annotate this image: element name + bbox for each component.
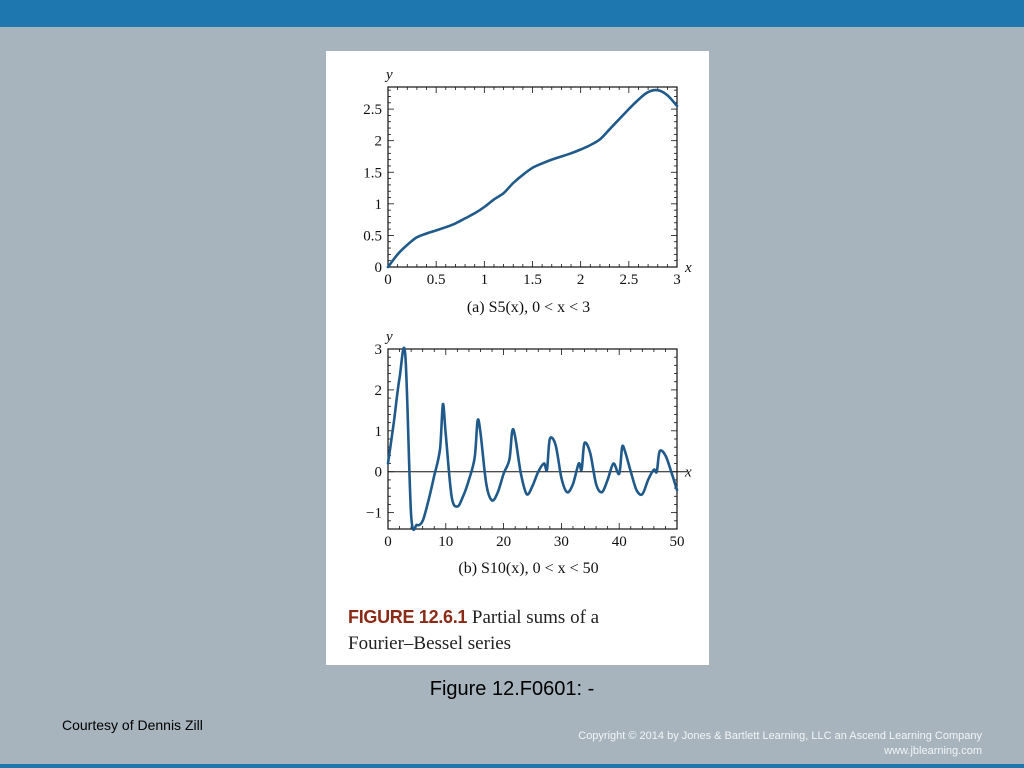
x-tick-label: 0 bbox=[384, 272, 392, 288]
y-tick-label: 1.5 bbox=[363, 165, 382, 182]
copyright-notice bbox=[578, 729, 982, 759]
courtesy-credit: Courtesy of Dennis Zill bbox=[62, 717, 203, 733]
figure-charts bbox=[326, 51, 709, 596]
y-tick-label: 0.5 bbox=[363, 228, 382, 245]
y-tick-label: 0 bbox=[374, 260, 382, 276]
x-tick-label: 30 bbox=[553, 534, 569, 550]
x-tick-label: 1 bbox=[480, 272, 489, 288]
figure-caption-text: Partial sums of a bbox=[471, 607, 600, 628]
y-tick-label: 1 bbox=[374, 423, 382, 440]
y-tick-label: −1 bbox=[366, 505, 382, 522]
x-tick-label: 20 bbox=[496, 534, 512, 550]
x-axis-label: x bbox=[685, 464, 692, 481]
y-tick-label: 3 bbox=[374, 342, 382, 358]
series-line bbox=[388, 90, 677, 267]
x-tick-label: 2 bbox=[576, 272, 585, 288]
copyright-line: Copyright © 2014 by Jones & Bartlett Learning, LLC an Ascend Learning Company bbox=[578, 730, 982, 742]
plot-frame bbox=[388, 87, 677, 267]
chart-panel-a bbox=[363, 67, 692, 316]
x-tick-label: 40 bbox=[611, 534, 627, 550]
x-tick-label: 10 bbox=[438, 534, 454, 550]
figure-caption-line2: Fourier–Bessel series bbox=[348, 633, 512, 654]
x-axis-label: x bbox=[685, 260, 692, 276]
slide-caption: Figure 12.F0601: - bbox=[429, 678, 595, 700]
series-line bbox=[388, 348, 677, 530]
y-tick-label: 2.5 bbox=[363, 102, 382, 119]
x-tick-label: 1.5 bbox=[523, 272, 542, 288]
y-axis-label: y bbox=[386, 67, 393, 83]
x-tick-label: 50 bbox=[669, 534, 685, 550]
x-tick-label: 2.5 bbox=[619, 272, 639, 288]
figure-caption bbox=[348, 604, 698, 657]
figure-panel bbox=[326, 51, 709, 665]
figure-label: FIGURE 12.6.1 bbox=[348, 607, 468, 627]
top-bar bbox=[0, 0, 1024, 27]
x-tick-label: 0.5 bbox=[426, 272, 446, 288]
chart-panel-b bbox=[366, 329, 692, 577]
y-tick-label: 0 bbox=[374, 464, 382, 481]
y-tick-label: 1 bbox=[374, 196, 382, 213]
plot-frame bbox=[388, 349, 677, 529]
x-tick-label: 3 bbox=[673, 272, 681, 288]
y-tick-label: 2 bbox=[374, 382, 382, 399]
bottom-bar bbox=[0, 764, 1024, 768]
publisher-url: www.jblearning.com bbox=[884, 745, 982, 757]
x-tick-label: 0 bbox=[384, 534, 392, 550]
panel-caption: (a) S5(x), 0 < x < 3 bbox=[466, 299, 591, 316]
y-axis-label: y bbox=[386, 329, 393, 345]
y-tick-label: 2 bbox=[374, 133, 382, 150]
panel-caption: (b) S10(x), 0 < x < 50 bbox=[458, 560, 599, 577]
